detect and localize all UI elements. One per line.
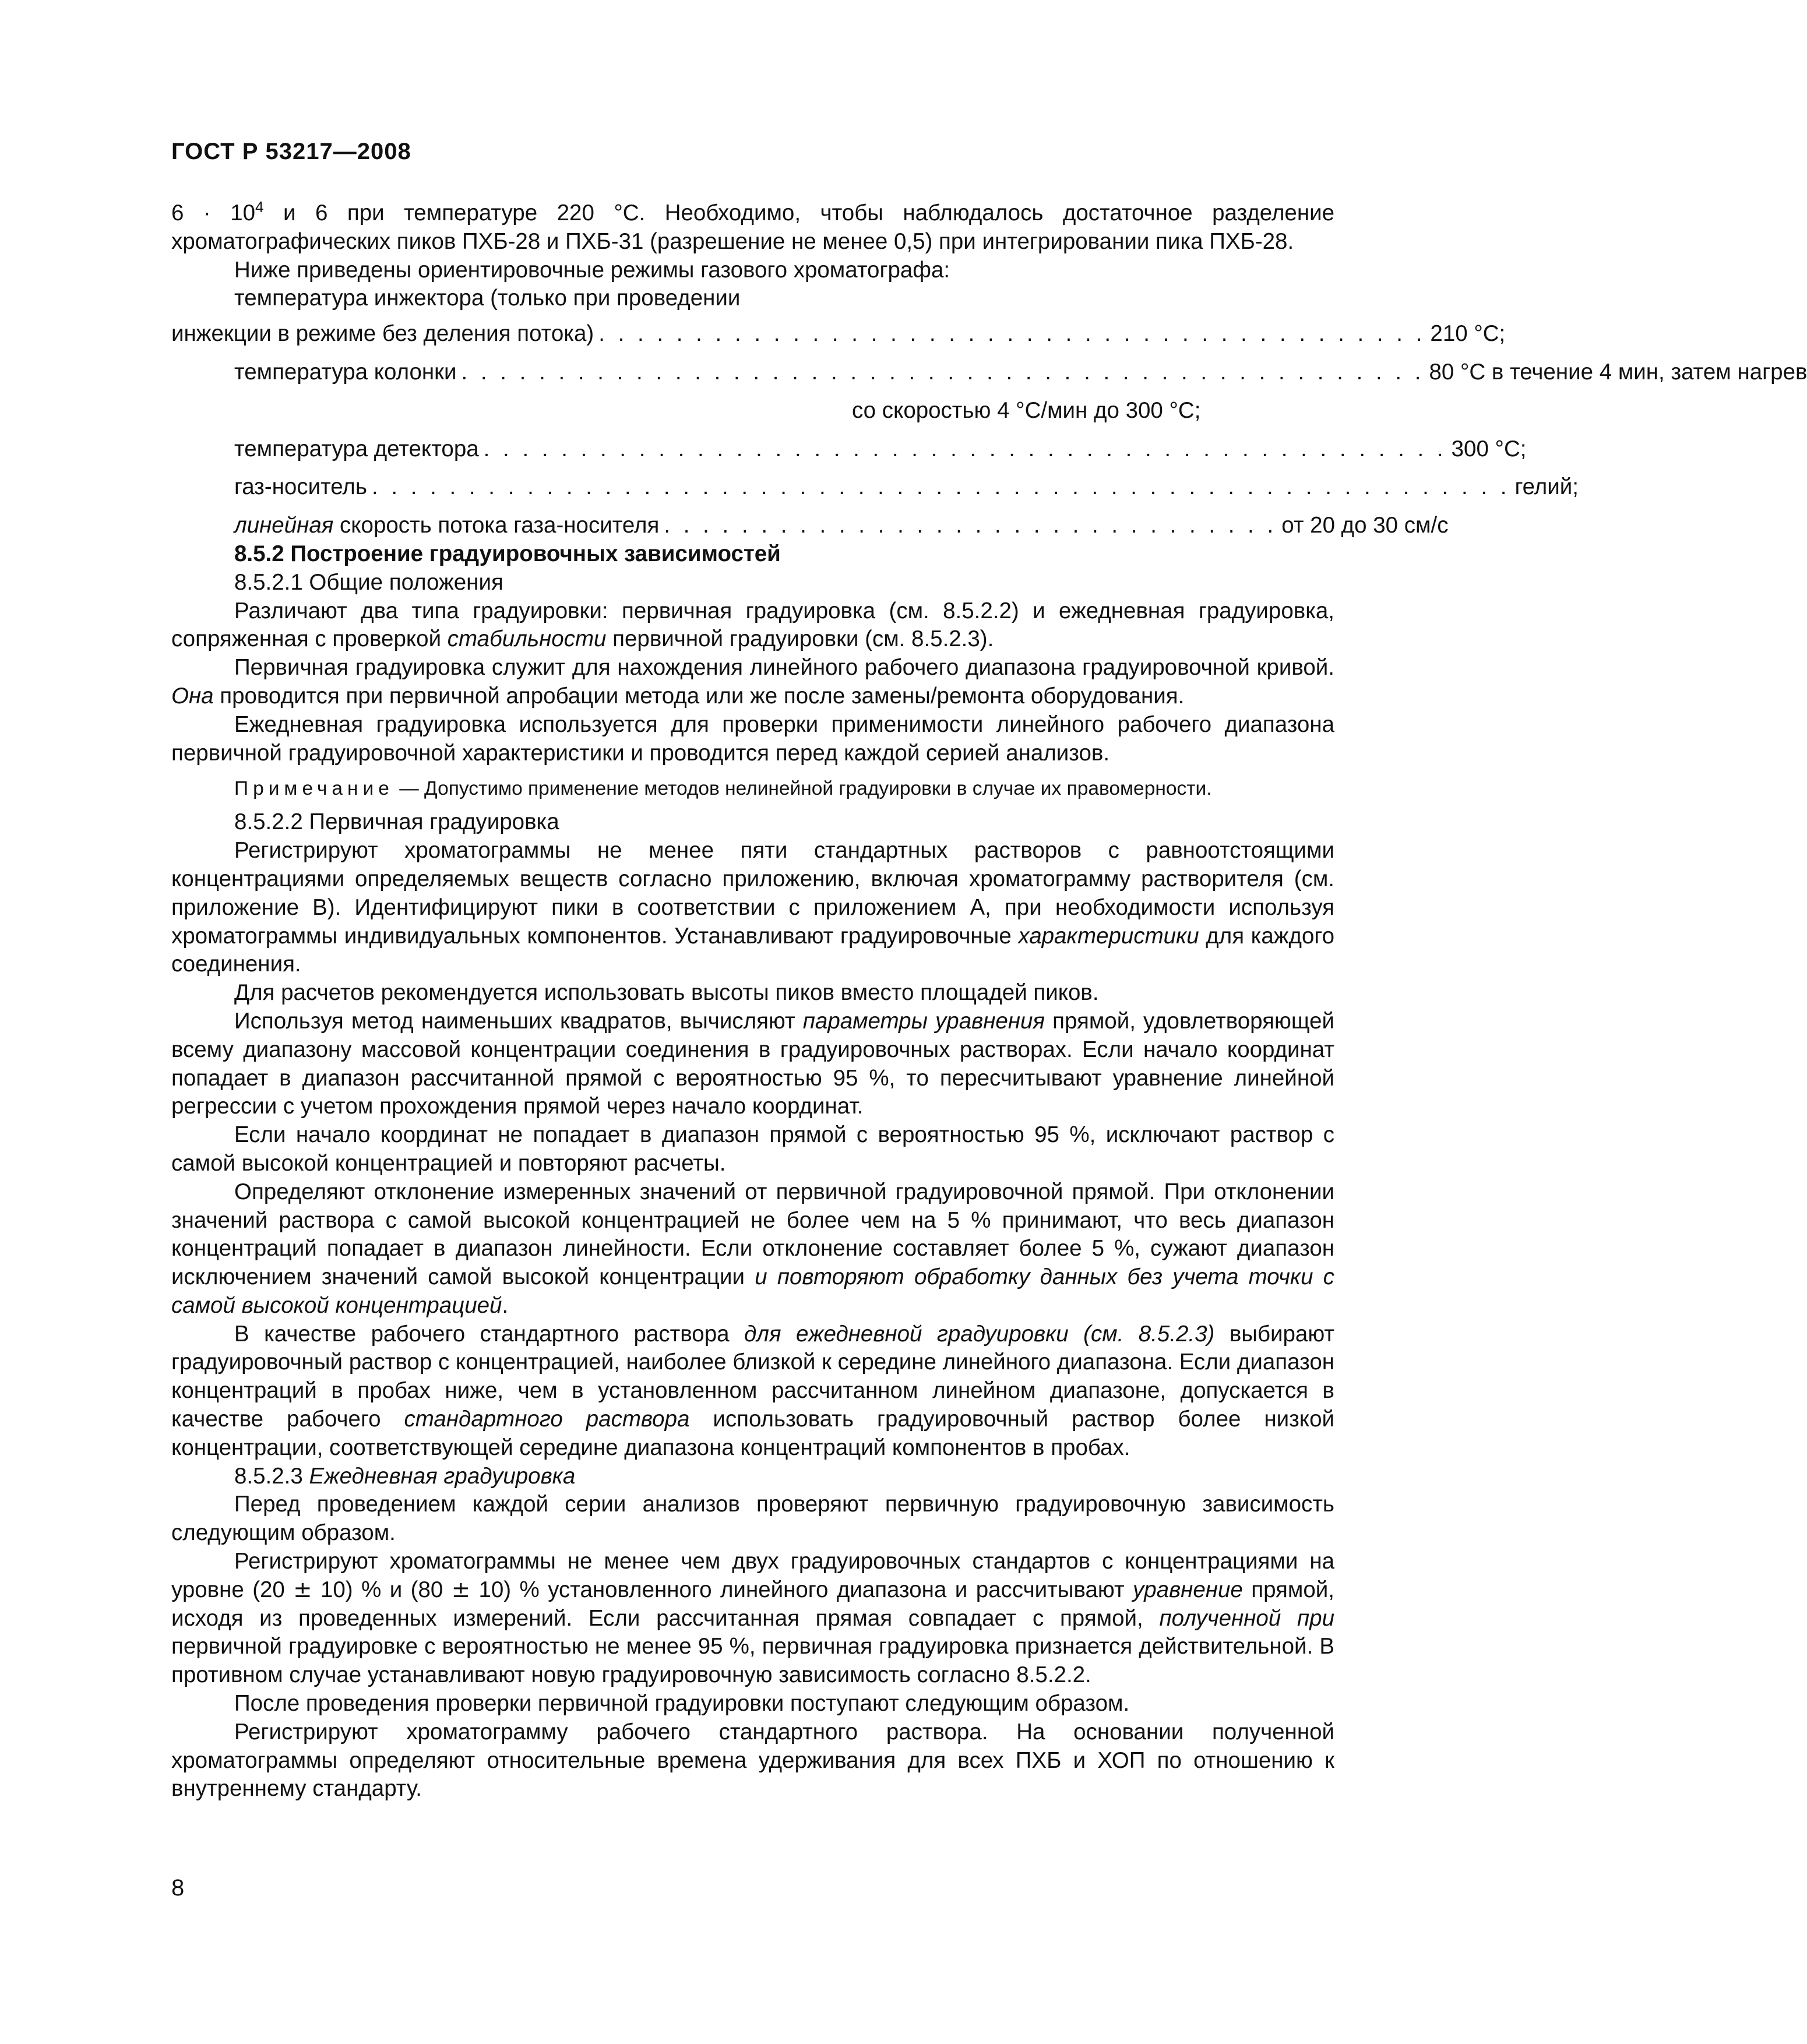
- text: прямой, удовлетворяющей всему диапазону массовой концентрации соединения в градуировочных растворах. Если начало координат попадает в диапазон рассчитанной прямой с вероятностью 95 %, то пересчитывают уравнение линейной регрессии с учетом прохождения прямой через начало координат.: [171, 1008, 1334, 1119]
- text: для каждого соединения.: [171, 923, 1334, 977]
- mode-value: со скоростью 4 °С/мин до 300 °С;: [852, 397, 1201, 423]
- mode-row-gas: [171, 473, 1579, 502]
- paragraph: Ежедневная градуировка используется для проверки применимости линейного рабочего диапазона первичной градуировочной характеристики и проводится перед каждой серией анализов.: [171, 711, 1334, 766]
- paragraph: После проведения проверки первичной градуировки поступают следующим образом.: [234, 1691, 1130, 1717]
- paragraph: [171, 1007, 1334, 1121]
- mode-value: 210 °С;: [1430, 321, 1506, 347]
- italic-text: и повторяют обработку данных без учета точки с самой высокой концентрацией: [171, 1264, 1334, 1318]
- note-text: — Допустимо применение методов нелинейной градуировки в случае их правомерности.: [393, 778, 1212, 800]
- text: Различают два типа градуировки: первичная градуировка (см. 8.5.2.2) и ежедневная градуировка, сопряженная с проверкой: [171, 598, 1334, 652]
- mode-row-injector: [171, 320, 1506, 348]
- italic-text: линейная: [234, 513, 334, 538]
- paragraph: Регистрируют хроматограмму рабочего стандартного раствора. На основании полученной хроматограммы определяют относительные времена удерживания для всех ПХБ и ХОП по отношению к внутреннему стандарту.: [171, 1719, 1334, 1802]
- subsection-8-5-2-1: 8.5.2.1 Общие положения: [234, 569, 503, 595]
- paragraph: [171, 654, 1334, 711]
- italic-text: параметры уравнения: [802, 1008, 1045, 1034]
- paragraph: Для расчетов рекомендуется использовать высоты пиков вместо площадей пиков.: [234, 980, 1099, 1006]
- mode-label: газ-носитель: [234, 474, 367, 500]
- paragraph: [171, 597, 1334, 654]
- mode-row-injector-label: [171, 284, 1334, 313]
- mode-label: температура детектора: [234, 436, 479, 461]
- text: проводится при первичной апробации метода или же после замены/ремонта оборудования.: [213, 683, 1185, 709]
- mode-label: инжекции в режиме без деления потока): [171, 321, 594, 347]
- mode-label: температура инжектора (только при проведении: [234, 286, 741, 311]
- paragraph: Если начало координат не попадает в диапазон прямой с вероятностью 95 %, исключают раствор с самой высокой концентрацией и повторяют расчеты.: [171, 1122, 1334, 1176]
- italic-text: полученной при: [1159, 1605, 1334, 1631]
- text: 10) % установленного линейного диапазона и рассчитывают: [470, 1577, 1133, 1602]
- text: выбирают градуировочный раствор с концентрацией, наиболее близкой к середине линейного диапазона. Если диапазон концентраций в пробах ниже, чем в установленном рассчитанном линейном диапазоне, допускается в качестве рабочего: [171, 1321, 1334, 1432]
- mode-value: 80 °С в течение 4 мин, затем нагрев: [1429, 359, 1807, 385]
- gc-modes-list: [171, 284, 1807, 540]
- subsection-8-5-2-2: 8.5.2.2 Первичная градуировка: [234, 809, 559, 835]
- leader-dots: . . . . . . . . . . . . . . . . . . . . . . . . . . . . . . . . . . . . . . . . . . . . . . . . . . . . . . . . . . .: [371, 474, 1510, 500]
- italic-text: характеристики: [1018, 923, 1199, 949]
- note-label: Примечание: [234, 778, 394, 800]
- italic-text: Она: [171, 683, 214, 709]
- leader-dots: . . . . . . . . . . . . . . . . . . . . . . . . . . . . . . . . . . . . . . . . . . .: [598, 321, 1426, 347]
- text: первичной градуировке с вероятностью не менее 95 %, первичная градуировка признается действительной. В противном случае устанавливают новую градуировочную зависимость согласно 8.5.2.2.: [171, 1634, 1334, 1688]
- leader-dots: . . . . . . . . . . . . . . . . . . . . . . . . . . . . . . . .: [664, 513, 1277, 538]
- mode-row-detector: [171, 435, 1527, 464]
- leader-dots: . . . . . . . . . . . . . . . . . . . . . . . . . . . . . . . . . . . . . . . . . . . . . . . . . .: [461, 359, 1425, 385]
- italic-text: уравнение: [1133, 1577, 1243, 1602]
- mode-label-text: скорость потока газа-носителя: [333, 513, 660, 538]
- page-number: 8: [171, 1875, 185, 1901]
- text: В качестве рабочего стандартного раствора: [234, 1321, 744, 1347]
- intro-paragraph: [171, 199, 1334, 256]
- text: 10) % и (80: [312, 1577, 452, 1602]
- text: первичной градуировки (см. 8.5.2.3).: [606, 626, 994, 652]
- document-body: [171, 198, 1807, 1803]
- text: Регистрируют хроматограммы не менее пяти стандартных растворов с равноотстоящими концентрациями определяемых веществ согласно приложению, включая хроматограмму растворителя (см. приложение В). Идентифицируют пики в соответствии с приложением А, при необходимости используя хроматограммы индивидуальных компонентов. Устанавливают градуировочные: [171, 838, 1334, 949]
- subsection-number: 8.5.2.3: [234, 1463, 309, 1489]
- italic-text: для ежедневной градуировки (см. 8.5.2.3): [744, 1321, 1215, 1347]
- modes-intro: Ниже приведены ориентировочные режимы газового хроматографа:: [234, 257, 950, 283]
- italic-text: стабильности: [447, 626, 607, 652]
- leader-dots: . . . . . . . . . . . . . . . . . . . . . . . . . . . . . . . . . . . . . . . . . . . . . . . . . .: [483, 436, 1447, 461]
- mode-label: температура колонки: [234, 359, 457, 385]
- mode-value: гелий;: [1514, 474, 1579, 500]
- note: [171, 776, 1334, 802]
- intro-text: и 6 при температуре 220 °С. Необходимо, чтобы наблюдалось достаточное разделение хроматографических пиков ПХБ-28 и ПХБ-31 (разрешение не менее 0,5) при интегрировании пика ПХБ-28.: [171, 200, 1334, 254]
- plus-minus-sign: ±: [451, 1576, 471, 1603]
- intro-text: 6 · 10: [171, 200, 256, 225]
- document-header: ГОСТ Р 53217—2008: [171, 139, 411, 164]
- paragraph: [171, 1320, 1334, 1462]
- text: прямой, исходя из проведенных измерений. Если рассчитанная прямая совпадает с прямой,: [171, 1577, 1334, 1631]
- mode-value: от 20 до 30 см/с: [1281, 513, 1449, 538]
- mode-row-speed: [171, 512, 1449, 540]
- paragraph: [171, 1548, 1334, 1690]
- paragraph: [171, 1178, 1334, 1320]
- paragraph: [171, 837, 1334, 979]
- text: Определяют отклонение измеренных значений от первичной градуировочной прямой. При отклонении значений раствора с самой высокой концентрацией не более чем на 5 % принимают, что весь диапазон концентраций попадает в диапазон линейности. Если отклонение составляет более 5 %, сужают диапазон исключением значений самой высокой концентрации: [171, 1179, 1334, 1290]
- paragraph: Перед проведением каждой серии анализов проверяют первичную градуировочную зависимость следующим образом.: [171, 1492, 1334, 1546]
- text: Первичная градуировка служит для нахождения линейного рабочего диапазона градуировочной кривой.: [234, 655, 1334, 681]
- italic-text: стандартного раствора: [404, 1407, 690, 1432]
- subsection-title: Ежедневная градуировка: [309, 1463, 576, 1489]
- text: .: [502, 1292, 509, 1318]
- mode-value: 300 °С;: [1451, 436, 1527, 461]
- text: использовать градуировочный раствор более низкой концентрации, соответствующей середине диапазона концентраций компонентов в пробах.: [171, 1407, 1334, 1460]
- superscript: 4: [255, 198, 264, 216]
- mode-row-column-cont: [171, 397, 1334, 425]
- section-heading-8-5-2: 8.5.2 Построение градуировочных зависимостей: [234, 541, 781, 566]
- subsection-8-5-2-3: [171, 1462, 1334, 1491]
- text: Используя метод наименьших квадратов, вычисляют: [234, 1008, 803, 1034]
- mode-label: [171, 512, 659, 540]
- mode-row-column: [171, 358, 1807, 387]
- plus-minus-sign: ±: [293, 1576, 312, 1603]
- text: Регистрируют хроматограммы не менее чем двух градуировочных стандартов с концентрациями на уровне (20: [171, 1549, 1334, 1602]
